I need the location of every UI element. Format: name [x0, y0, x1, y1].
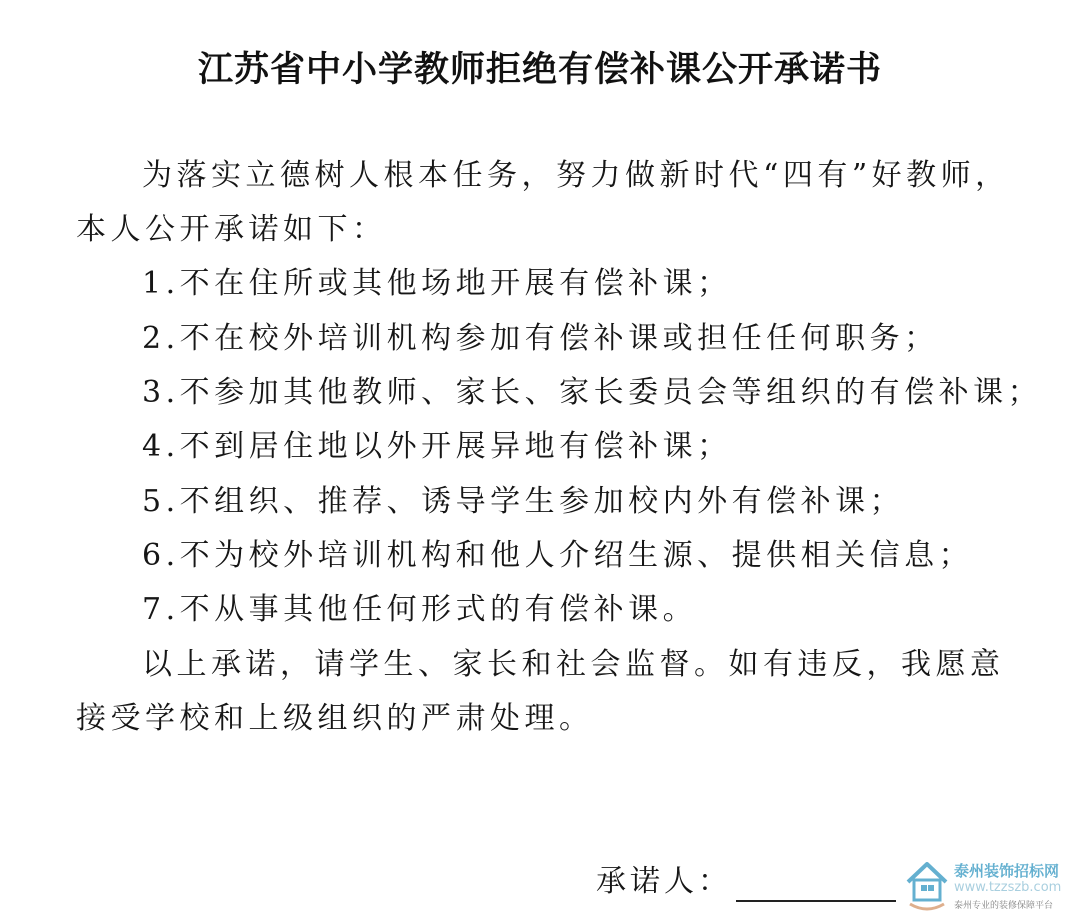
- signer-line: [596, 862, 896, 902]
- intro-line-1: 为落实立德树人根本任务，努力做新时代“四有”好教师，: [142, 158, 1010, 193]
- watermark-url: www.tzzszb.com: [954, 880, 1062, 895]
- commitment-item-4: 4.不到居住地以外开展异地有偿补课；: [142, 429, 732, 464]
- house-icon: [904, 858, 950, 912]
- closing-line-1: 以上承诺，请学生、家长和社会监督。如有违反，我愿意: [142, 647, 1005, 682]
- commitment-item-5: 5.不组织、推荐、诱导学生参加校内外有偿补课；: [142, 484, 905, 519]
- commitment-item-3: 3.不参加其他教师、家长、家长委员会等组织的有偿补课；: [142, 375, 1043, 410]
- commitment-item-2: 2.不在校外培训机构参加有偿补课或担任任何职务；: [142, 321, 939, 356]
- commitment-item-1: 1.不在住所或其他场地开展有偿补课；: [142, 266, 732, 301]
- commitment-item-6: 6.不为校外培训机构和他人介绍生源、提供相关信息；: [142, 538, 974, 573]
- commitment-item-7: 7.不从事其他任何形式的有偿补课。: [142, 592, 698, 627]
- closing-line-2: 接受学校和上级组织的严肃处理。: [76, 701, 594, 736]
- watermark-slogan: 泰州专业的装修保障平台: [954, 901, 1054, 911]
- signer-label: 承诺人：: [596, 864, 732, 899]
- signature-blank: [736, 868, 896, 902]
- intro-line-2: 本人公开承诺如下：: [76, 212, 387, 247]
- watermark-name: 泰州装饰招标网: [954, 862, 1060, 880]
- watermark: [904, 856, 1080, 920]
- document-title: 江苏省中小学教师拒绝有偿补课公开承诺书: [197, 50, 882, 90]
